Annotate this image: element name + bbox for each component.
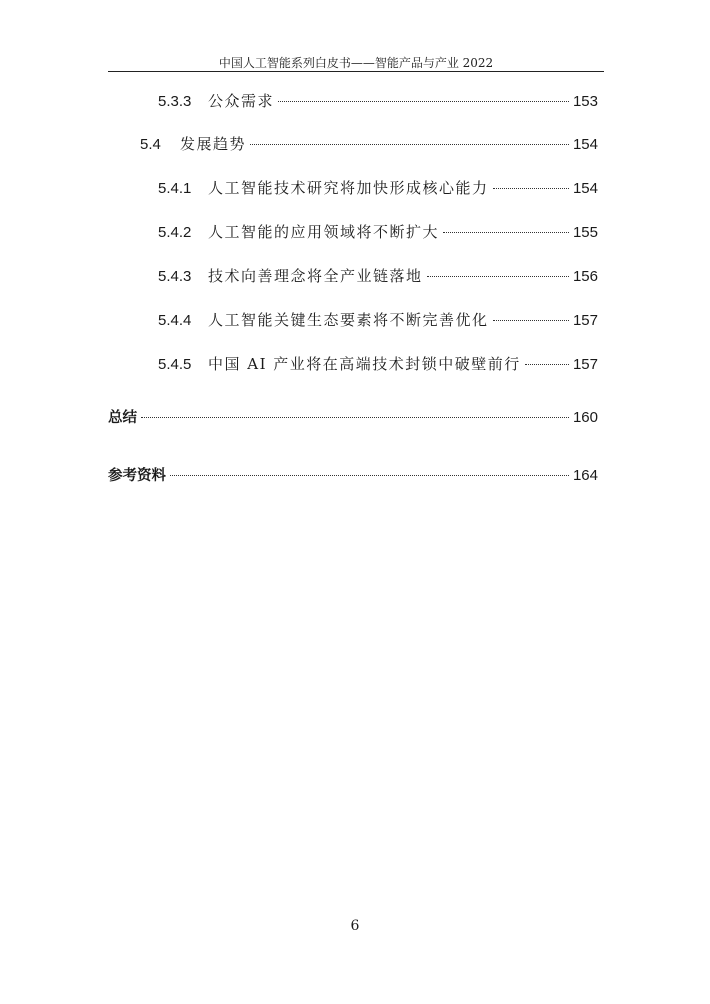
running-header: 中国人工智能系列白皮书——智能产品与产业 2022	[218, 56, 494, 70]
toc-entry-5-4-5[interactable]	[158, 353, 598, 374]
toc-title: 人工智能技术研究将加快形成核心能力	[208, 179, 489, 197]
toc-entry-5-4-3[interactable]	[158, 265, 598, 286]
toc-number: 5.4.2	[158, 224, 192, 241]
toc-leader-dots	[493, 188, 569, 189]
toc-leader-dots	[170, 475, 569, 476]
toc-page-number: 157	[572, 356, 598, 373]
toc-number: 5.4.5	[158, 356, 192, 373]
toc-title: 中国 AI 产业将在高端技术封锁中破壁前行	[208, 355, 521, 373]
toc-entry-5-4[interactable]	[140, 133, 598, 154]
toc-number: 5.4.1	[158, 180, 192, 197]
toc-title: 技术向善理念将全产业链落地	[208, 267, 423, 285]
toc-leader-dots	[250, 144, 569, 145]
toc-leader-dots	[493, 320, 569, 321]
toc-number: 5.3.3	[158, 93, 192, 110]
toc-page-number: 154	[572, 136, 598, 153]
page-number: 6	[350, 918, 360, 934]
toc-entry-references[interactable]	[108, 464, 598, 485]
toc-number: 5.4	[140, 136, 161, 153]
toc-title: 参考资料	[108, 468, 166, 484]
toc-number: 5.4.4	[158, 312, 192, 329]
toc-leader-dots	[278, 101, 569, 102]
toc-entry-5-4-1[interactable]	[158, 177, 598, 198]
toc-title: 总结	[108, 410, 137, 426]
toc-leader-dots	[141, 417, 569, 418]
toc-page-number: 157	[572, 312, 598, 329]
toc-entry-5-4-2[interactable]	[158, 221, 598, 242]
toc-leader-dots	[427, 276, 569, 277]
toc-entry-summary[interactable]	[108, 406, 598, 427]
toc-page-number: 160	[572, 409, 598, 426]
toc-page-number: 155	[572, 224, 598, 241]
toc-page-number: 164	[572, 467, 598, 484]
toc-page-number: 154	[572, 180, 598, 197]
toc-page-number: 153	[572, 93, 598, 110]
toc-number: 5.4.3	[158, 268, 192, 285]
toc-page-number: 156	[572, 268, 598, 285]
toc-title: 人工智能关键生态要素将不断完善优化	[208, 311, 489, 329]
toc-entry-5-4-4[interactable]	[158, 309, 598, 330]
toc-title: 公众需求	[208, 92, 275, 110]
toc-entry-5-3-3[interactable]	[158, 90, 598, 111]
header-rule	[108, 71, 604, 72]
toc-leader-dots	[443, 232, 569, 233]
toc-title: 发展趋势	[180, 135, 247, 153]
toc-title: 人工智能的应用领域将不断扩大	[208, 223, 440, 241]
toc-leader-dots	[525, 364, 569, 365]
